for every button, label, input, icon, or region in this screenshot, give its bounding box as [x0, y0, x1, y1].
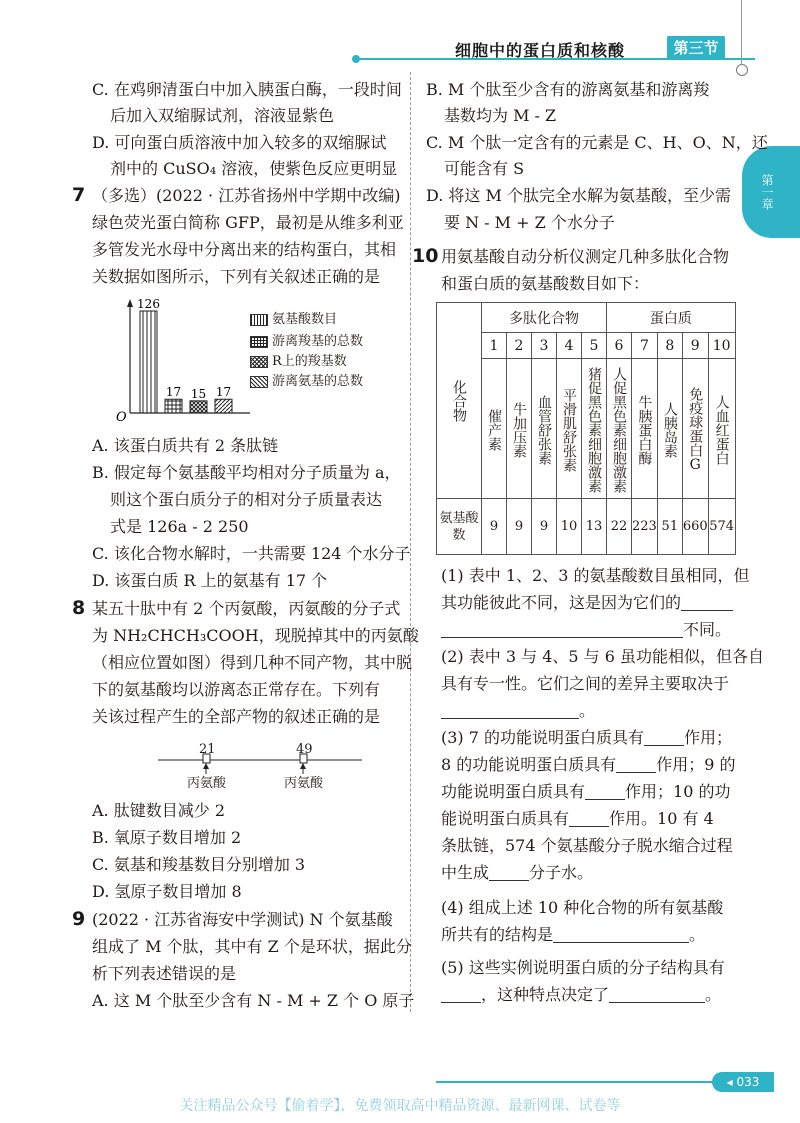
q7-option-a: A. 该蛋白质共有 2 条肽链 [92, 436, 279, 455]
side-tab-label: 第一章 [760, 174, 774, 210]
legend-swatch-grid [250, 336, 268, 348]
name-row [437, 359, 736, 499]
count-row [437, 499, 736, 555]
watermark-text: 关注精品公众号【偷着学】，免费领取高中精品资源、最新网课、试卷等 [179, 1098, 621, 1114]
hanging-line [741, 0, 742, 64]
q7-stem-line: 关数据如图所示，下列有关叙述正确的是 [92, 267, 381, 286]
legend-swatch-diagonal [250, 376, 268, 388]
table-column-number: 9 [682, 333, 708, 359]
arrow-up-icon [203, 763, 209, 769]
table-column-number: 4 [557, 333, 582, 359]
part1-line: (1) 表中 1、2、3 的氨基酸数目虽相同，但 [441, 566, 750, 585]
answer-blank[interactable] [644, 729, 684, 746]
table-column-number: 5 [582, 333, 607, 359]
table-amino-acid-count: 574 [708, 499, 735, 555]
part4-line: (4) 组成上述 10 种化合物的所有氨基酸 [441, 898, 724, 917]
position-label-49: 49 [296, 742, 313, 757]
bar-0 [140, 311, 157, 413]
part3-line: (3) 7 的功能说明蛋白质具有 作用； [441, 728, 733, 747]
table-column-number: 7 [632, 333, 658, 359]
chart-bars [137, 297, 232, 413]
q9-option-b-cont: 基数均为 M - Z [444, 106, 557, 125]
q7-option-c: C. 该化合物水解时，一共需要 124 个水分子 [92, 544, 411, 563]
table-compound-name: 牛胰蛋白酶 [632, 359, 658, 499]
answer-blank[interactable] [681, 594, 733, 611]
q6-option-d-cont: 剂中的 CuSO₄ 溶液，使紫色反应更明显 [110, 159, 398, 178]
q7-option-b-cont: 式是 126a - 2 250 [110, 517, 249, 536]
chapter-side-tab [742, 146, 800, 238]
number-row [437, 333, 736, 359]
q8-stem-line: （相应位置如图）得到几种不同产物，其中脱 [92, 653, 413, 672]
table-compound-name: 催产素 [482, 359, 507, 499]
part3-line: 8 的功能说明蛋白质具有 作用；9 的 [441, 755, 736, 774]
q9-option-b: B. M 个肽至少含有的游离氨基和游离羧 [426, 80, 710, 99]
question-number-10: 10 [412, 245, 439, 267]
table-compound-name: 平滑肌舒张素 [557, 359, 582, 499]
part1-line: 其功能彼此不同，这是因为它们的 [441, 593, 733, 613]
q8-option-a: A. 肽键数目减少 2 [92, 801, 225, 820]
answer-blank[interactable] [569, 810, 609, 827]
chapter-title: 细胞中的蛋白质和核酸 [455, 41, 626, 60]
table-amino-acid-count: 9 [507, 499, 532, 555]
q7-option-d: D. 该蛋白质 R 上的氨基有 17 个 [92, 571, 328, 590]
table-amino-acid-count: 51 [657, 499, 682, 555]
table-column-number: 3 [532, 333, 557, 359]
table-column-number: 6 [607, 333, 632, 359]
q10-stem-line: 用氨基酸自动分析仪测定几种多肽化合物 [441, 247, 730, 266]
hanging-ring-icon [736, 64, 748, 76]
table-compound-name: 人血红蛋白 [708, 359, 735, 499]
part3-line: 功能说明蛋白质具有 作用；10 的功 [441, 782, 731, 801]
q6-option-d: D. 可向蛋白质溶液中加入较多的双缩脲试 [92, 133, 387, 152]
legend-label: 游离羧基的总数 [272, 334, 364, 349]
q9-option-c-cont: 可能含有 S [444, 159, 525, 178]
origin-label: O [116, 410, 127, 425]
q8-stem-line: 为 NH₂CHCH₃COOH，现脱掉其中的丙氨酸 [92, 626, 419, 645]
answer-blank[interactable] [441, 621, 683, 638]
q7-source: （多选）(2022 · 江苏省扬州中学期中改编) [92, 186, 401, 205]
bar-value-label: 17 [165, 385, 182, 400]
bar-value-label: 17 [215, 385, 232, 400]
group-header-peptide: 多肽化合物 [482, 303, 607, 333]
part2-line: 具有专一性。它们之间的差异主要取决于 [441, 674, 730, 693]
part5-line: ，这种特点决定了 。 [441, 985, 721, 1005]
q7-option-b: B. 假定每个氨基酸平均相对分子质量为 a， [92, 463, 401, 482]
q9-stem-line: 析下列表述错误的是 [92, 964, 237, 983]
q7-stem-line: 多管发光水母中分离出来的结构蛋白，其相 [92, 240, 397, 259]
q6-option-c: C. 在鸡卵清蛋白中加入胰蛋白酶，一段时间 [92, 80, 402, 99]
table-column-number: 10 [708, 333, 735, 359]
part2-line: 。 [441, 701, 595, 721]
position-label-21: 21 [199, 742, 216, 757]
q9-source: (2022 · 江苏省海安中学测试) N 个氨基酸 [92, 910, 393, 929]
bar-value-label: 126 [137, 297, 160, 311]
table-compound-name: 牛加压素 [507, 359, 532, 499]
answer-blank[interactable] [585, 783, 625, 800]
group-header-protein: 蛋白质 [607, 303, 736, 333]
question-number-9: 9 [72, 908, 86, 930]
q9-option-c: C. M 个肽一定含有的元素是 C、H、O、N，还 [426, 133, 768, 152]
table-amino-acid-count: 13 [582, 499, 607, 555]
amino-acid-table [436, 302, 736, 555]
q9-option-d-cont: 要 N - M + Z 个水分子 [444, 213, 615, 232]
q8-stem-line: 某五十肽中有 2 个丙氨酸，丙氨酸的分子式 [92, 599, 401, 618]
table-amino-acid-count: 660 [682, 499, 708, 555]
row-header-compound: 化合物 [437, 303, 482, 499]
q8-option-b: B. 氧原子数目增加 2 [92, 828, 242, 847]
q8-stem-line: 下的氨基酸均以游离态正常存在。下列有 [92, 680, 381, 699]
legend-swatch-cross [250, 356, 268, 368]
part5-line: (5) 这些实例说明蛋白质的分子结构具有 [441, 958, 725, 977]
table-amino-acid-count: 223 [632, 499, 658, 555]
q6-option-c-cont: 后加入双缩脲试剂，溶液显紫色 [110, 106, 335, 125]
part2-line: (2) 表中 3 与 4、5 与 6 虽功能相似，但各自 [441, 647, 764, 666]
table-amino-acid-count: 9 [532, 499, 557, 555]
y-axis-arrow-icon [127, 299, 133, 307]
table-compound-name: 人胰岛素 [657, 359, 682, 499]
bar-3 [215, 399, 232, 413]
peptide-position-diagram [150, 738, 370, 794]
legend-swatch-vertical [250, 314, 268, 326]
part3-line: 能说明蛋白质具有 作用。10 有 4 [441, 809, 714, 828]
q8-option-d: D. 氢原子数目增加 8 [92, 882, 242, 901]
table-compound-name: 免疫球蛋白G [682, 359, 708, 499]
answer-blank[interactable] [441, 986, 481, 1003]
table-amino-acid-count: 22 [607, 499, 632, 555]
answer-blank[interactable] [616, 756, 656, 773]
q9-option-d: D. 将这 M 个肽完全水解为氨基酸，至少需 [426, 186, 731, 205]
table-amino-acid-count: 10 [557, 499, 582, 555]
q7-option-b-cont: 则这个蛋白质分子的相对分子质量表达 [110, 490, 383, 509]
table-compound-name: 血管舒张素 [532, 359, 557, 499]
footer-rule [436, 1081, 716, 1083]
answer-blank[interactable] [609, 986, 705, 1003]
legend-label: 游离氨基的总数 [272, 374, 364, 389]
arrow-up-icon [300, 763, 306, 769]
bar-value-label: 15 [190, 386, 207, 401]
legend-label: 氨基酸数目 [272, 312, 338, 327]
q10-stem-line: 和蛋白质的氨基酸数目如下： [441, 274, 650, 293]
bar-1 [165, 399, 182, 413]
part4-line: 所共有的结构是 。 [441, 925, 706, 944]
table-compound-name: 人促黑色素细胞激素 [607, 359, 632, 499]
part1-line: 不同。 [441, 620, 731, 640]
table-compound-name: 猪促黑色素细胞激素 [582, 359, 607, 499]
legend-label: R上的羧基数 [272, 354, 347, 369]
answer-blank[interactable] [489, 864, 529, 881]
q9-option-a: A. 这 M 个肽至少含有 N - M + Z 个 O 原子 [92, 991, 415, 1010]
part3-line: 中生成 分子水。 [441, 863, 594, 882]
section-tag: 第三节 [667, 36, 725, 60]
table-column-number: 8 [657, 333, 682, 359]
alanine-label: 丙氨酸 [284, 776, 324, 791]
q7-stem-line: 绿色荧光蛋白简称 GFP，最初是从维多利亚 [92, 213, 404, 232]
column-divider [410, 72, 411, 1012]
row-header-count: 氨基酸数 [437, 499, 482, 555]
question-number-8: 8 [72, 597, 86, 619]
bar-2 [190, 401, 207, 413]
question-number-7: 7 [72, 184, 86, 206]
table-column-number: 2 [507, 333, 532, 359]
table-amino-acid-count: 9 [482, 499, 507, 555]
part3-line: 条肽链，574 个氨基酸分子脱水缩合过程 [441, 836, 733, 855]
q9-stem-line: 组成了 M 个肽，其中有 Z 个是环状，据此分 [92, 937, 412, 956]
q8-option-c: C. 氨基和羧基数目分别增加 3 [92, 855, 306, 874]
answer-blank[interactable] [553, 926, 689, 943]
table-column-number: 1 [482, 333, 507, 359]
answer-blank[interactable] [441, 702, 579, 719]
page-number: ◂ 033 [712, 1072, 774, 1092]
q8-stem-line: 关该过程产生的全部产物的叙述正确的是 [92, 707, 381, 726]
alanine-label: 丙氨酸 [187, 776, 227, 791]
